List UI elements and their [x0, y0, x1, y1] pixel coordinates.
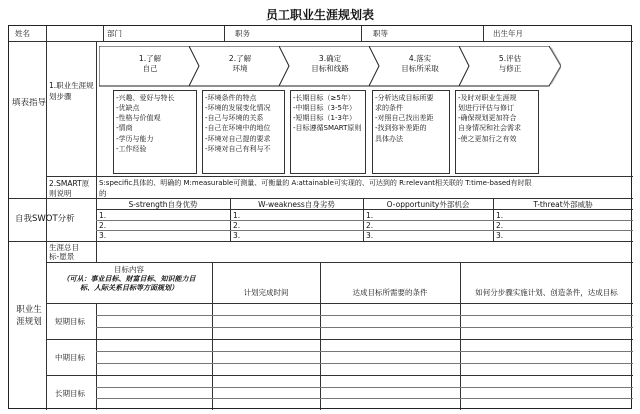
step-box-line: -短期目标（1-3年） [293, 114, 356, 123]
grade-label: 职等 [373, 29, 388, 38]
step-box-line: -性格与价值观 [116, 114, 161, 123]
step-chevron-4 [369, 46, 471, 88]
step-box-2 [202, 90, 285, 174]
step-chevron-label: 1.了解 自己 [138, 54, 162, 74]
name-field[interactable] [47, 27, 103, 40]
swot-item[interactable]: 2. [366, 221, 374, 230]
smart-line-2: 的 [99, 189, 107, 198]
step-box-line: -对照自己找出差距 [375, 114, 434, 123]
step-box-line: -及时对职业生涯规 [458, 94, 517, 102]
swot-item[interactable]: 3. [99, 231, 107, 240]
swot-item[interactable]: 3. [366, 231, 374, 240]
guide-label: 填表指导 [12, 98, 46, 108]
name-label: 姓名 [15, 29, 30, 38]
step-box-line: -自己与环境的关系 [205, 114, 264, 123]
step-box-line: -找到弥补差距的 [375, 124, 427, 133]
step-chevron-label: 3.确定 目标和线路 [311, 54, 349, 74]
swot-item[interactable]: 3. [496, 231, 504, 240]
swot-header-4: T-threat外部威胁 [533, 200, 593, 209]
overall-goal-field[interactable] [97, 242, 632, 261]
smart-label-2: 则说明 [49, 189, 72, 198]
step-box-line: -环境对自己提的要求 [205, 134, 271, 143]
swot-item[interactable]: 2. [496, 221, 504, 230]
step-box-line: 具体办法 [375, 134, 403, 143]
step-box-line: -中期目标（3-5年） [293, 104, 356, 113]
step-box-line: -优缺点 [116, 104, 140, 113]
step-box-4 [372, 90, 450, 174]
step-box-line: -确保规划更加符合 [458, 114, 517, 123]
smart-line-1: S:specific具体的、明确的 M:measurable可测量、可衡量的 A:attainable可实现的、可达到的 R:relevant相关联的 T:time-based有时限 [99, 179, 532, 187]
step-box-3 [290, 90, 366, 174]
step-box-line: -自己在环境中的地位 [205, 124, 271, 133]
swot-header-1: S-strength自身优势 [128, 200, 198, 209]
content-note-1: （可从：事业目标、财富目标、知识能力目 [62, 275, 196, 283]
step-box-line: 自身情况和社会需求 [458, 124, 521, 133]
step-box-line: -环境条件的特点 [205, 94, 257, 102]
mid-term-label: 中期目标 [55, 353, 85, 362]
swot-item[interactable]: 2. [233, 221, 241, 230]
page-title: 员工职业生涯规划表 [265, 8, 374, 22]
step-chevron-label: 2.了解 环境 [228, 54, 252, 74]
overall-goal-label-2: 标-愿景 [49, 252, 75, 261]
content-note-2: 标、人际关系目标等方面规划） [80, 284, 178, 292]
step-box-line: -环境对自己有利与不 [205, 144, 271, 153]
step-box-line: -工作经验 [116, 144, 147, 153]
overall-goal-label-1: 生涯总目 [49, 243, 79, 252]
step-box-line: -使之更加行之有效 [458, 134, 517, 143]
step-chevron-1 [99, 46, 201, 88]
step-box-line: 划进行评估与修订 [458, 104, 514, 113]
step-chevron-5 [459, 46, 561, 88]
steps-label: 1.职业生涯规划步骤 [49, 81, 94, 101]
step-box-line: -长期目标（≥5年） [293, 94, 355, 102]
long-term-label: 长期目标 [55, 389, 85, 398]
step-box-1 [113, 90, 197, 174]
swot-header-3: O-opportunity外部机会 [386, 200, 470, 209]
dept-label: 部门 [107, 29, 122, 38]
step-chevron-label: 5.评估 与修正 [498, 54, 522, 74]
smart-label-1: 2.SMART原 [49, 179, 90, 188]
step-box-line: -情商 [116, 124, 133, 133]
step-box-line: -环境的发展变化情况 [205, 104, 271, 113]
short-term-label: 短期目标 [55, 317, 85, 326]
swot-label: 自我SWOT分析 [15, 214, 75, 224]
content-header: 目标内容 [114, 265, 144, 274]
swot-item[interactable]: 3. [233, 231, 241, 240]
step-box-5 [455, 90, 539, 174]
step-box-line: -目标遵循SMART原则 [293, 124, 362, 133]
swot-header-2: W-weakness自身劣势 [258, 200, 335, 209]
birth-label: 出生年月 [493, 29, 523, 38]
career-plan-table [8, 25, 632, 409]
swot-item[interactable]: 1. [366, 211, 374, 220]
position-label: 职务 [235, 29, 250, 38]
swot-item[interactable]: 1. [496, 211, 504, 220]
step-chevron-2 [189, 46, 291, 88]
swot-item[interactable]: 1. [99, 211, 107, 220]
step-chevron-label: 4.落实 目标所采取 [401, 54, 439, 74]
step-box-line: -兴趣、爱好与特长 [116, 94, 175, 102]
swot-item[interactable]: 1. [233, 211, 241, 220]
col-conditions: 达成目标所需要的条件 [352, 288, 428, 297]
step-box-line: 求的条件 [375, 104, 403, 113]
step-box-line: -学历与能力 [116, 134, 154, 143]
swot-item[interactable]: 2. [99, 221, 107, 230]
step-box-line: -分析达成目标所要 [375, 94, 434, 102]
plan-label: 职业生涯规划 [16, 305, 42, 328]
step-chevron-3 [279, 46, 381, 88]
col-steps: 如何分步骤实施计划、创造条件，达成目标 [475, 288, 618, 297]
col-plan-time: 计划完成时间 [243, 288, 289, 297]
